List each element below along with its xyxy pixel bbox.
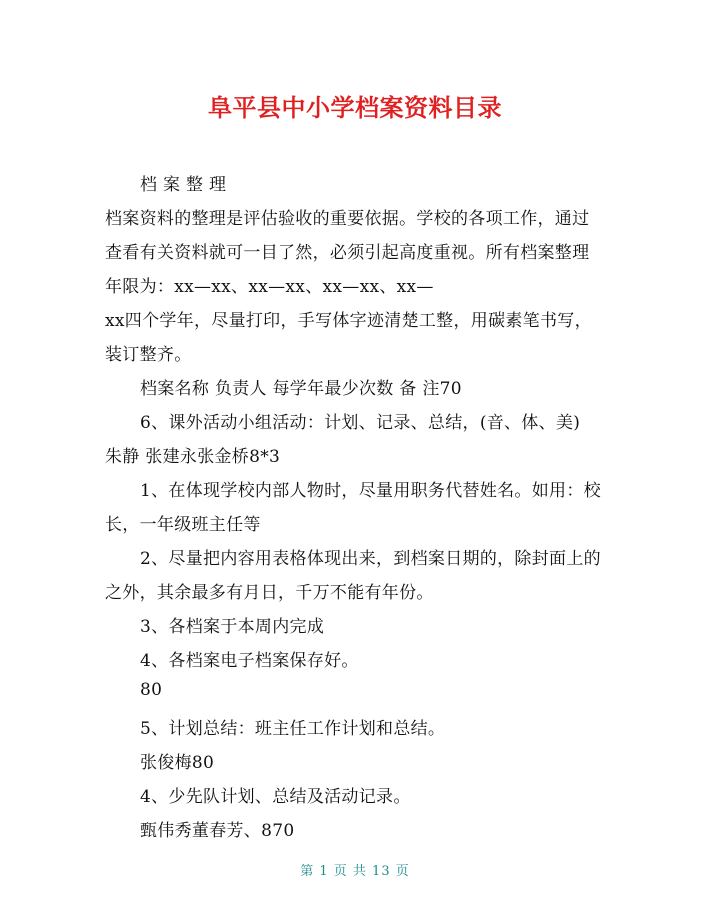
section-heading: 档 案 整 理 (140, 175, 227, 195)
paragraph-line: 甄伟秀董春芳、870 (140, 821, 295, 841)
paragraph-line: 5、计划总结：班主任工作计划和总结。 (140, 719, 446, 739)
paragraph-line: 2、尽量把内容用表格体现出来，到档案日期的，除封面上的 (140, 549, 601, 569)
paragraph-line: 查看有关资料就可一目了然，必须引起高度重视。所有档案整理 (105, 243, 590, 263)
paragraph-line: 装订整齐。 (105, 345, 192, 365)
paragraph-line: 4、各档案电子档案保存好。 (140, 651, 359, 671)
paragraph-line: 朱静 张建永张金桥8*3 (105, 447, 281, 467)
paragraph-line: 1、在体现学校内部人物时，尽量用职务代替姓名。如用：校 (140, 481, 601, 501)
paragraph-line: 张俊梅80 (140, 753, 215, 773)
paragraph-line: 之外，其余最多有月日，千万不能有年份。 (105, 583, 434, 603)
paragraph-line: 4、少先队计划、总结及活动记录。 (140, 787, 411, 807)
document-title: 阜平县中小学档案资料目录 (208, 94, 502, 122)
paragraph-line: 年限为：xx—xx、xx—xx、xx—xx、xx— (105, 277, 434, 297)
paragraph-line: 3、各档案于本周内完成 (140, 617, 325, 637)
paragraph-line: 档案名称 负责人 每学年最少次数 备 注70 (140, 379, 462, 399)
paragraph-line: xx四个学年，尽量打印，手写体字迹清楚工整，用碳素笔书写， (105, 311, 592, 331)
paragraph-line: 长，一年级班主任等 (105, 515, 261, 535)
paragraph-line: 80 (140, 680, 163, 700)
page-footer: 第 1 页 共 13 页 (300, 864, 410, 879)
paragraph-line: 6、课外活动小组活动：计划、记录、总结，(音、体、美) (140, 413, 581, 433)
paragraph-line: 档案资料的整理是评估验收的重要依据。学校的各项工作，通过 (105, 209, 590, 229)
